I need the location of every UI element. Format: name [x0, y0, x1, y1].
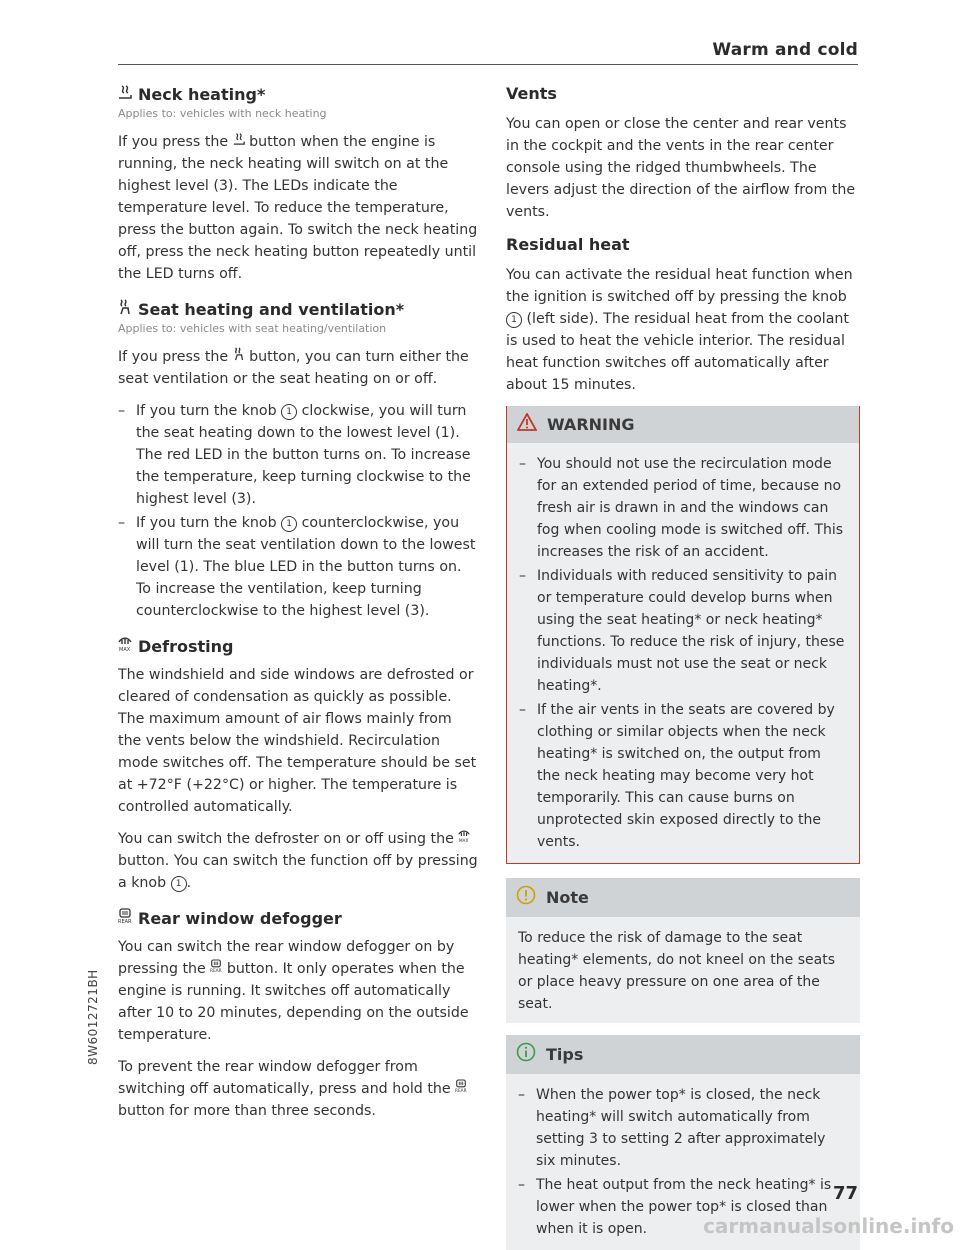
watermark: carmanualsonline.info: [703, 1214, 954, 1238]
knob-1-marker: 1: [171, 876, 187, 892]
section-header-title: Warm and cold: [712, 40, 858, 60]
warning-item: – You should not use the recirculation mode for an extended period of time, because no fresh air is drawn in and the windows can fog when cooling mode is switched off. This increases the risk of an accident.: [519, 453, 847, 563]
residual-paragraph: [506, 264, 860, 396]
seat-bullet-list: [118, 400, 478, 622]
rear-text-c: To prevent the rear window defogger from switching off automatically, press and hold the: [118, 1059, 451, 1097]
residual-text-b: (left side). The residual heat from the coolant is used to heat the vehicle interior. The residual heat function switches off automatically after about 15 minutes.: [506, 311, 849, 393]
warning-body: [507, 443, 859, 863]
seat-text-a: If you press the: [118, 349, 229, 365]
warning-list: [519, 453, 847, 853]
defrost-heading-text: Defrosting: [138, 637, 234, 656]
note-text: To reduce the risk of damage to the seat heating* elements, do not kneel on the seats or place heavy pressure on one area of the seat.: [518, 930, 835, 1012]
knob-1-marker: 1: [506, 312, 522, 328]
seat-applies-note: Applies to: vehicles with seat heating/ventilation: [118, 322, 387, 335]
svg-text:REAR: REAR: [210, 969, 222, 973]
seat-b1-text-b: clockwise, you will turn the seat heating down to the lowest level (1). The red LED in the button turns on. To increase the temperature, keep turning clockwise to the highest level (3).: [136, 403, 471, 507]
seat-b2-text-b: counterclockwise, you will turn the seat ventilation down to the lowest level (1). The blue LED in the button turns on. To increase the ventilation, keep turning counterclockwise to the highest level (3).: [136, 515, 476, 619]
seat-heating-heading: [118, 299, 478, 319]
seat-bullet-counterclockwise: [118, 512, 478, 622]
neck-heading-text: Neck heating*: [138, 85, 266, 104]
seat-bullet-clockwise: [118, 400, 478, 510]
seat-heading-text: Seat heating and ventilation*: [138, 300, 405, 319]
seat-b1-text-a: If you turn the knob: [136, 403, 277, 419]
neck-inline-icon: [233, 134, 245, 150]
seat-b2-text-a: If you turn the knob: [136, 515, 277, 531]
knob-1-marker: 1: [281, 516, 297, 532]
note-exclamation-icon: [516, 885, 546, 910]
header-divider: [118, 64, 858, 65]
seat-heating-icon: [118, 299, 138, 319]
neck-heating-icon: [118, 84, 138, 104]
defrost-max-icon: [118, 636, 138, 656]
rear-paragraph-1: [118, 936, 478, 1046]
tips-item: – The heat output from the neck heating* is lower when the power top* is closed than when it is open.: [518, 1174, 848, 1240]
rear-text-d: button for more than three seconds.: [118, 1103, 376, 1119]
rear-paragraph-2: [118, 1056, 478, 1122]
rear-heading-text: Rear window defogger: [138, 909, 342, 928]
note-header: [506, 878, 860, 917]
vents-paragraph: You can open or close the center and rear vents in the cockpit and the vents in the rear center console using the ridged thumbwheels. The levers adjust the direction of the airflow from the vents.: [506, 116, 856, 220]
defrost-text-b: button. You can switch the function off by pressing a knob: [118, 853, 478, 891]
warning-header: [507, 406, 859, 443]
neck-text-b: button when the engine is running, the neck heating will switch on at the highest level (3). The LEDs indicate the temperature level. To reduce the temperature, press the button again. To switch the neck heating off, press the neck heating button repeatedly until the LED turns off.: [118, 134, 478, 282]
defrost-heading: [118, 636, 478, 656]
defrost-paragraph-1: The windshield and side windows are defrosted or cleared of condensation as quickly as possible. The maximum amount of air flows mainly from the vents below the windshield. Recirculation mode switches off. The temperature should be set at +72°F (+22°C) or higher. The temperature is controlled automatically.: [118, 667, 477, 815]
seat-text-b: button, you can turn either the seat ventilation or the seat heating on or off.: [118, 349, 469, 387]
left-column: [118, 78, 478, 1132]
defrost-paragraph-2: [118, 828, 478, 894]
warning-triangle-icon: [517, 413, 547, 436]
defrost-inline-icon: [458, 831, 470, 847]
vents-heading: Vents: [506, 84, 557, 103]
tips-item: – When the power top* is closed, the neck heating* will switch automatically from setting 3 to setting 2 after approximately six minutes.: [518, 1084, 848, 1172]
rear-inline-icon: [455, 1081, 467, 1097]
seat-inline-icon: [233, 349, 245, 365]
svg-text:MAX: MAX: [119, 647, 131, 652]
rear-defogger-heading: [118, 908, 478, 928]
seat-paragraph: [118, 346, 478, 390]
tips-header: [506, 1035, 860, 1074]
neck-applies-note: Applies to: vehicles with neck heating: [118, 107, 327, 120]
rear-text-a: You can switch the rear window defogger on by pressing the: [118, 939, 455, 977]
document-code: 8W6012721BH: [86, 969, 100, 1065]
warning-item: – If the air vents in the seats are covered by clothing or similar objects when the neck heating* is switched on, the output from the neck heating may become very hot temporarily. This can cause burns on unprotected skin exposed directly to the vents.: [519, 699, 847, 853]
neck-heating-heading: [118, 84, 478, 104]
residual-heat-heading: Residual heat: [506, 235, 630, 254]
right-column: [506, 78, 860, 1250]
svg-text:REAR: REAR: [118, 919, 132, 924]
knob-1-marker: 1: [281, 404, 297, 420]
tips-title: Tips: [546, 1045, 584, 1064]
note-title: Note: [546, 888, 589, 907]
defrost-text-a: You can switch the defroster on or off using the: [118, 831, 454, 847]
neck-paragraph: [118, 131, 478, 285]
warning-box: [506, 406, 860, 864]
warning-title: WARNING: [547, 415, 635, 434]
svg-text:REAR: REAR: [455, 1089, 467, 1093]
note-body: [506, 917, 860, 1023]
svg-text:MAX: MAX: [459, 839, 469, 843]
rear-text-b: button. It only operates when the engine is running. It switches off automatically after 10 to 20 minutes, depending on the outside temperature.: [118, 961, 469, 1043]
residual-text-a: You can activate the residual heat function when the ignition is switched off by pressing the knob: [506, 267, 853, 305]
note-box: [506, 878, 860, 1023]
warning-item: – Individuals with reduced sensitivity to pain or temperature could develop burns when using the seat heating* or neck heating* functions. To reduce the risk of injury, these individuals must not use the seat or neck heating*.: [519, 565, 847, 697]
tips-info-icon: [516, 1042, 546, 1067]
page-number: 77: [832, 1183, 858, 1204]
defrost-text-c: .: [186, 875, 192, 891]
rear-defogger-icon: [118, 908, 138, 928]
rear-inline-icon: [210, 961, 222, 977]
neck-text-a: If you press the: [118, 134, 229, 150]
